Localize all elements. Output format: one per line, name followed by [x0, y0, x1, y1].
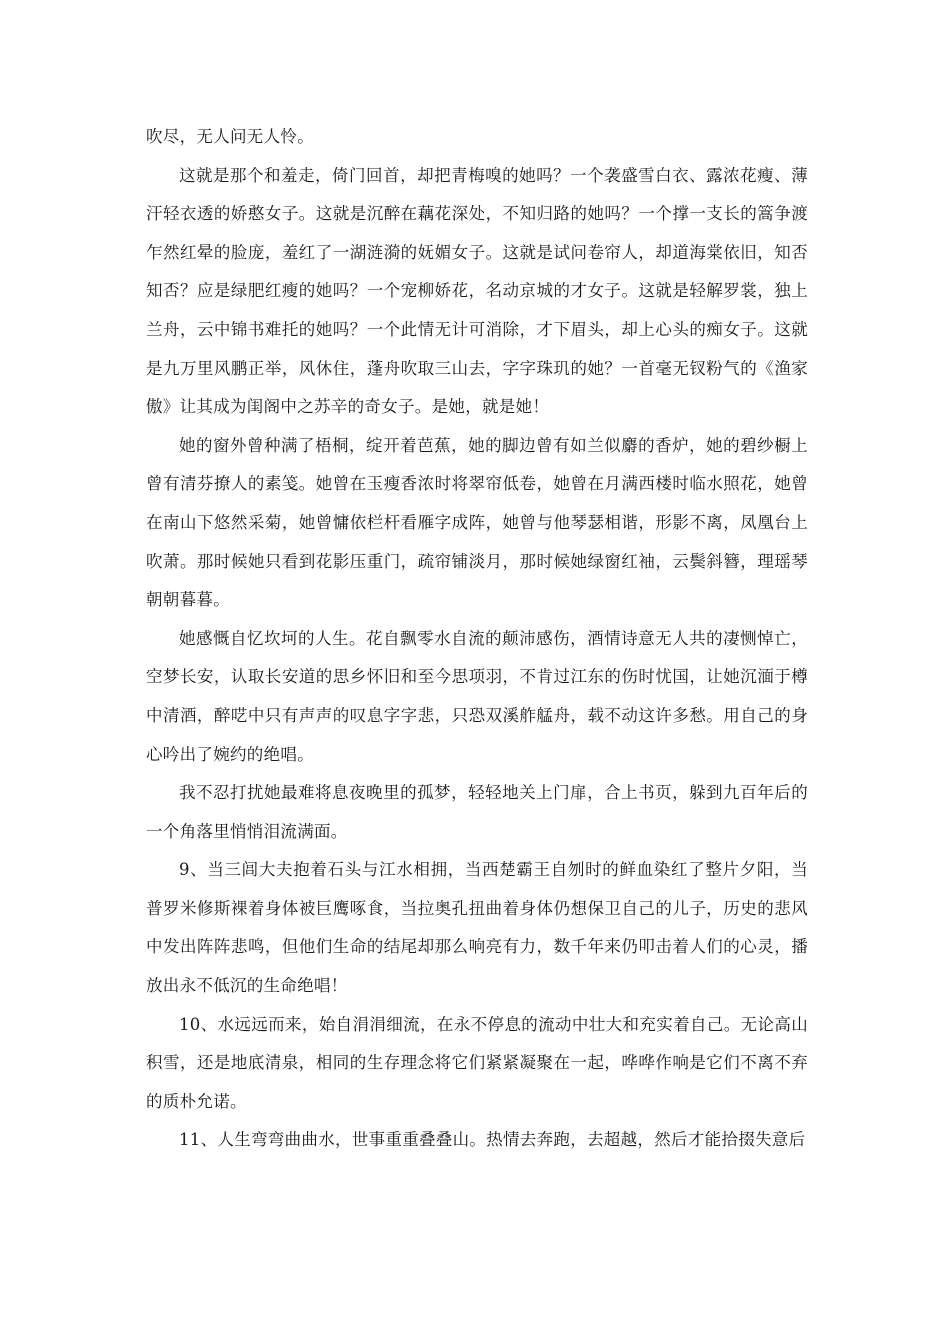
paragraph-continuation: 吹尽，无人问无人怜。 — [146, 127, 314, 146]
paragraph-item-11: 11、人生弯弯曲曲水，世事重重叠叠山。热情去奔跑，去超越，然后才能拾掇失意后 — [179, 1130, 806, 1150]
paragraph-li-qingzhao-portraits: 这就是那个和羞走，倚门回首，却把青梅嗅的她吗？一个袭盛雪白衣、露浓花瘦、薄汗轻衣透的娇憨女子。这就是沉醉在藕花深处，不知归路的她吗？一个撑一支长的篙争渡乍然红晕的脸庞，羞红了一湖涟漪的妩媚女子。这就是试问卷帘人，却道海棠依旧，知否知否？应是绿肥红瘦的她吗？一个宠柳娇花，名动京城的才女子。这就是轻解罗裳，独上兰舟，云中锦书难托的她吗？一个此情无计可消除，才下眉头，却上心头的痴女子。这就是九万里风鹏正举，风休住，蓬舟吹取三山去，字字珠玑的她？一首毫无钗粉气的《渔家傲》让其成为闺阁中之苏辛的奇女子。是她，就是她！ — [146, 165, 808, 417]
paragraph-closing-book: 我不忍打扰她最难将息夜晚里的孤梦，轻轻地关上门扉，合上书页，躲到九百年后的一个角落里悄悄泪流满面。 — [146, 783, 808, 841]
paragraph-item-10: 10、水远远而来，始自涓涓细流，在永不停息的流动中壮大和充实着自己。无论高山积雪，还是地底清泉，相同的生存理念将它们紧紧凝聚在一起，哗哗作响是它们不离不弃的质朴允诺。 — [146, 1014, 808, 1111]
document-page — [146, 118, 808, 1160]
paragraph-item-9: 9、当三闾大夫抱着石头与江水相拥，当西楚霸王自刎时的鲜血染红了整片夕阳，当普罗米修斯裸着身体被巨鹰啄食，当拉奥孔扭曲着身体仍想保卫自己的儿子，历史的悲风中发出阵阵悲鸣，但他们生命的结尾却那么响亮有力，数千年来仍叩击着人们的心灵，播放出永不低沉的生命绝唱！ — [146, 860, 808, 996]
paragraph-her-window: 她的窗外曾种满了梧桐，绽开着芭蕉，她的脚边曾有如兰似麝的香炉，她的碧纱橱上曾有清芬撩人的素笺。她曾在玉瘦香浓时将翠帘低卷，她曾在月满西楼时临水照花，她曾在南山下悠然采菊，她曾慵依栏杆看雁字成阵，她曾与他琴瑟相谐，形影不离，凤凰台上吹萧。那时候她只看到花影压重门，疏帘铺淡月，那时候她绿窗红袖，云鬓斜簪，理瑶琴朝朝暮暮。 — [146, 435, 808, 610]
paragraph-her-lament: 她感慨自忆坎坷的人生。花自飘零水自流的颠沛感伤，酒情诗意无人共的凄恻悼亡，空梦长安，认取长安道的思乡怀旧和至今思项羽，不肯过江东的伤时忧国，让她沉湎于樽中清酒，醉呓中只有声声的叹息字字悲，只恐双溪舴艋舟，载不动这许多愁。用自己的身心吟出了婉约的绝唱。 — [146, 628, 808, 764]
